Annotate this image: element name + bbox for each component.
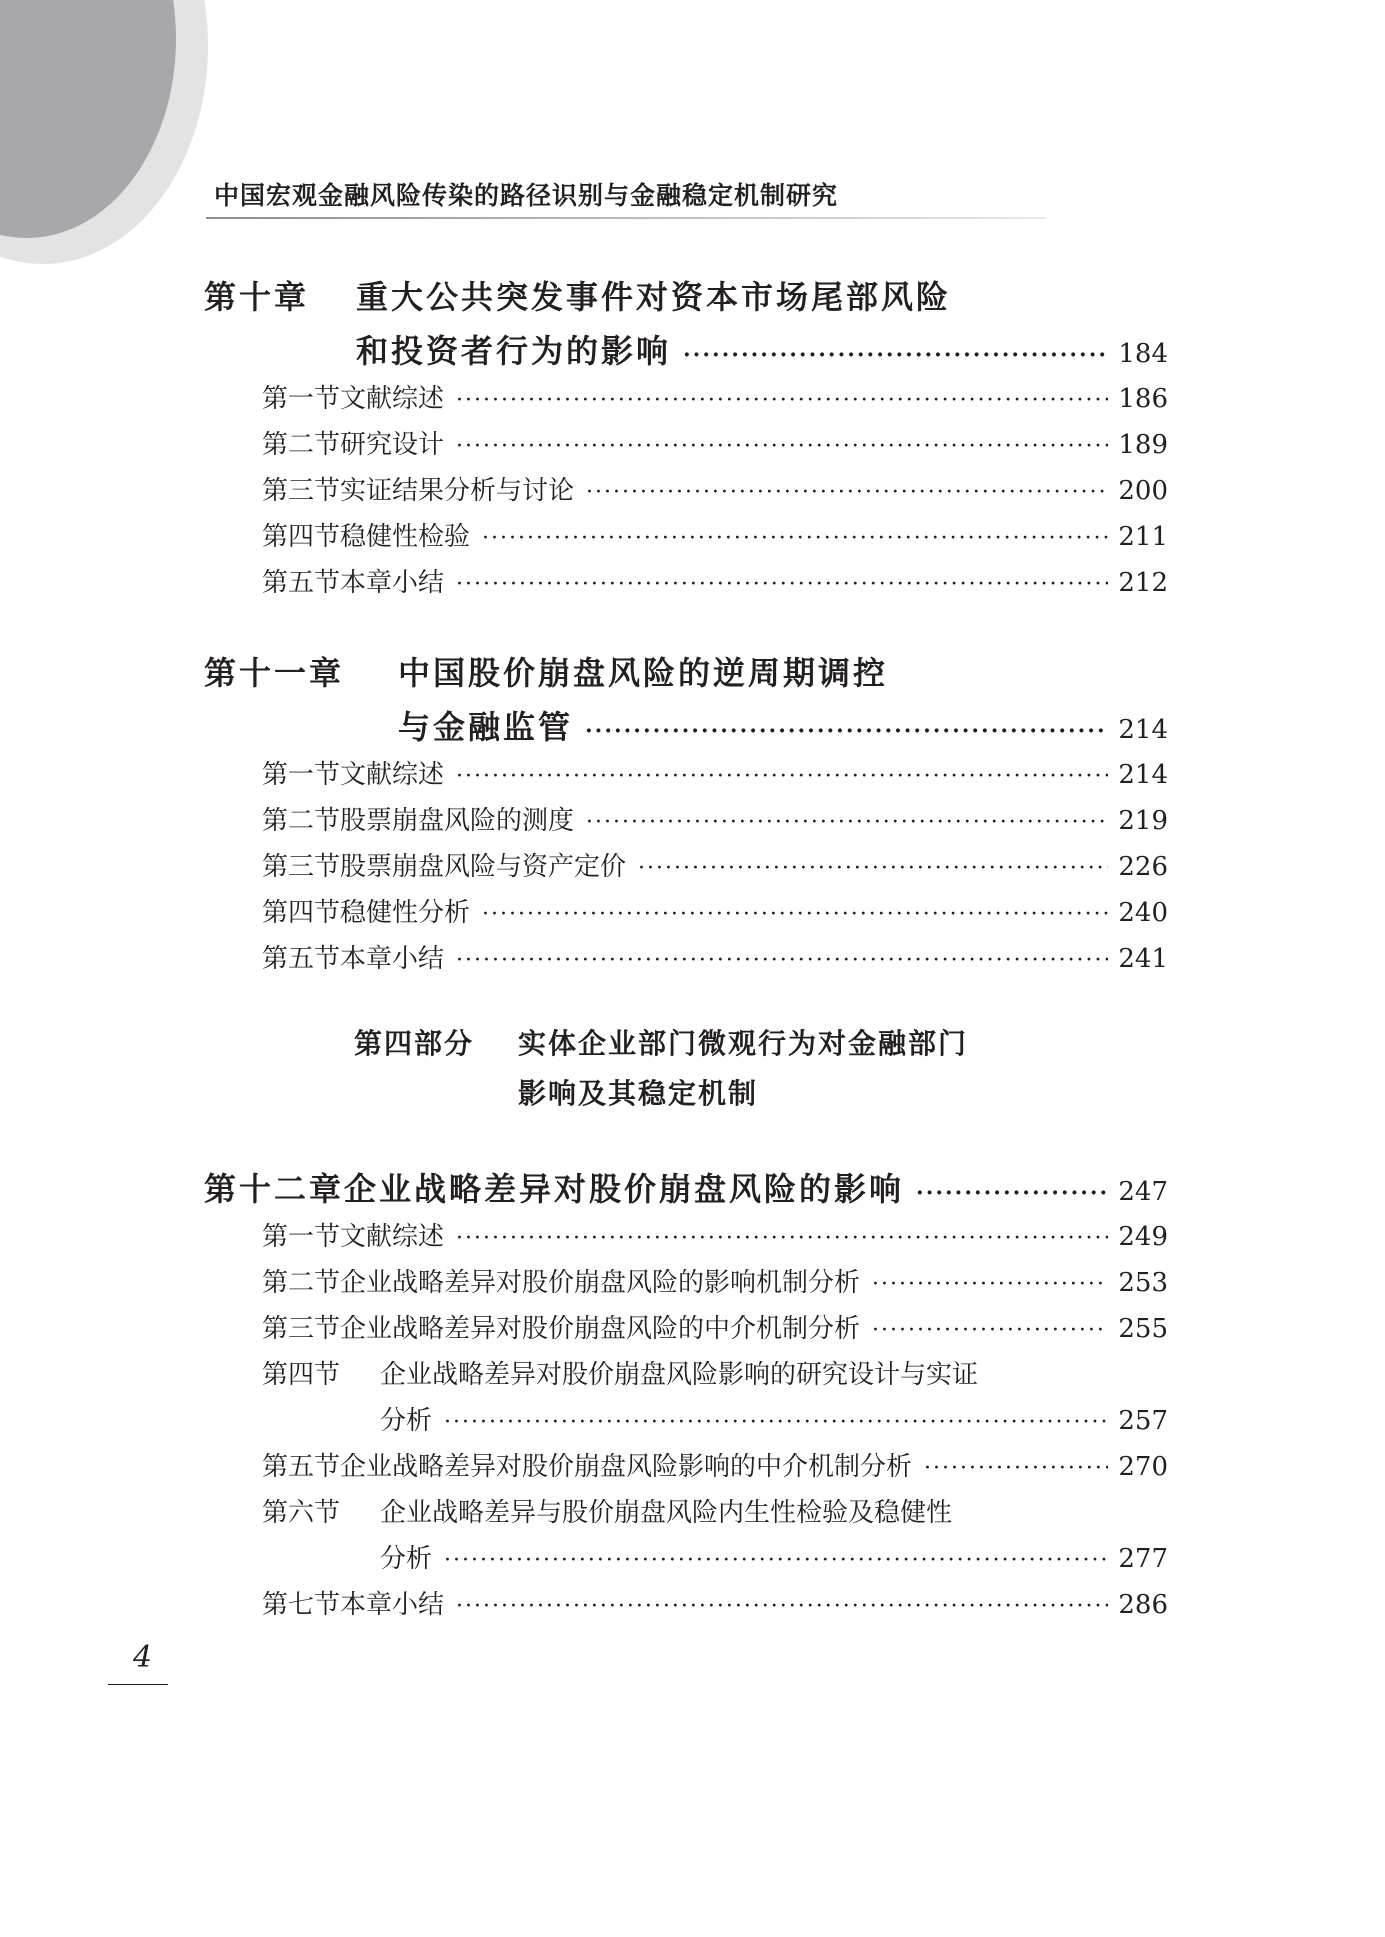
leader-dots [872,1272,1108,1297]
section-number: 第五节 [262,944,341,974]
section-title: 本章小结 [340,944,445,974]
leader-dots [444,1548,1108,1573]
leader-dots [683,342,1108,368]
leader-dots [456,764,1108,789]
toc-entry[interactable] [262,1446,1168,1483]
section-title: 研究设计 [340,430,445,460]
section-number: 第四节 [262,1360,341,1390]
chapter10-label: 第十章 [204,278,310,316]
running-head: 中国宏观金融风险传染的路径识别与金融稳定机制研究 [214,181,839,210]
section-page: 277 [1118,1544,1168,1574]
section-title: 股票崩盘风险的测度 [340,806,575,836]
section-title: 文献综述 [340,760,445,790]
chapter10-page: 184 [1118,339,1168,369]
leader-dots [456,388,1108,413]
toc-entry[interactable] [262,1216,1168,1253]
section-number: 第三节 [262,1314,341,1344]
part4-label: 第四部分 [354,1027,475,1060]
section-number: 第二节 [262,1268,341,1298]
toc-entry[interactable] [262,1262,1168,1299]
leader-dots [456,1594,1108,1619]
section-number: 第一节 [262,384,341,414]
chapter12-heading[interactable] [204,1164,1168,1210]
header-rule [206,217,1046,219]
chapter11-heading[interactable] [204,648,888,694]
leader-dots [586,810,1108,835]
leader-dots [456,948,1108,973]
part4-title-line1: 实体企业部门微观行为对金融部门 [518,1027,969,1060]
chapter11-label: 第十一章 [204,654,345,692]
toc-entry[interactable] [262,424,1168,461]
chapter12-title: 企业战略差异对股价崩盘风险的影响 [344,1170,905,1208]
leader-dots [482,902,1108,927]
section-page: 212 [1118,568,1168,598]
section-page: 249 [1118,1222,1168,1252]
section-number: 第五节 [262,1452,341,1482]
toc-entry[interactable] [262,378,1168,415]
section-title: 企业战略差异对股价崩盘风险的中介机制分析 [340,1314,861,1344]
section-page: 226 [1118,852,1168,882]
toc-entry[interactable] [262,938,1168,975]
chapter10-heading[interactable] [204,272,951,318]
section-title: 文献综述 [340,384,445,414]
section-number: 第一节 [262,760,341,790]
chapter10-title-line2: 和投资者行为的影响 [356,332,672,370]
section-number: 第三节 [262,852,341,882]
leader-dots [444,1410,1108,1435]
toc-entry[interactable] [262,516,1168,553]
section-page: 214 [1118,760,1168,790]
section-number: 第四节 [262,898,341,928]
chapter10-heading-cont[interactable] [356,326,1168,372]
page-number-rule [108,1684,168,1685]
toc-entry[interactable] [262,562,1168,599]
section-title-cont: 分析 [380,1544,433,1574]
section-title: 本章小结 [340,568,445,598]
section-number: 第一节 [262,1222,341,1252]
section-page: 257 [1118,1406,1168,1436]
leader-dots [872,1318,1108,1343]
section-page: 255 [1118,1314,1168,1344]
leader-dots [456,434,1108,459]
toc-entry[interactable] [262,846,1168,883]
leader-dots [638,856,1108,881]
toc-entry[interactable] [262,1492,952,1529]
section-title: 实证结果分析与讨论 [340,476,575,506]
section-number: 第六节 [262,1498,341,1528]
chapter11-heading-cont[interactable] [398,702,1168,748]
toc-entry[interactable] [262,892,1168,929]
section-title: 企业战略差异与股价崩盘风险内生性检验及稳健性 [380,1498,953,1528]
section-number: 第七节 [262,1590,341,1620]
part4-title-line2: 影响及其稳定机制 [518,1077,759,1110]
section-title: 文献综述 [340,1222,445,1252]
toc-entry[interactable] [262,800,1168,837]
part4-heading[interactable] [354,1022,968,1062]
chapter12-label: 第十二章 [204,1170,345,1208]
section-title: 本章小结 [340,1590,445,1620]
leader-dots [456,1226,1108,1251]
toc-entry[interactable] [262,1308,1168,1345]
section-page: 270 [1118,1452,1168,1482]
section-number: 第五节 [262,568,341,598]
chapter11-page: 214 [1118,715,1168,745]
section-page: 211 [1118,522,1168,552]
toc-entry[interactable] [262,470,1168,507]
section-number: 第四节 [262,522,341,552]
section-title: 企业战略差异对股价崩盘风险的影响机制分析 [340,1268,861,1298]
section-title: 股票崩盘风险与资产定价 [340,852,627,882]
section-page: 241 [1118,944,1168,974]
toc-entry[interactable] [262,754,1168,791]
toc-entry[interactable] [262,1354,978,1391]
section-title: 企业战略差异对股价崩盘风险影响的研究设计与实证 [380,1360,979,1390]
section-number: 第二节 [262,430,341,460]
section-title: 稳健性检验 [340,522,471,552]
chapter11-title-line2: 与金融监管 [398,708,574,746]
leader-dots [585,718,1108,744]
section-number: 第三节 [262,476,341,506]
chapter10-title-line1: 重大公共突发事件对资本市场尾部风险 [356,278,952,316]
section-page: 253 [1118,1268,1168,1298]
chapter12-page: 247 [1118,1177,1168,1207]
section-title: 稳健性分析 [340,898,471,928]
section-page: 219 [1118,806,1168,836]
leader-dots [482,526,1108,551]
section-number: 第二节 [262,806,341,836]
toc-entry-cont[interactable] [380,1538,1168,1575]
leader-dots [586,480,1108,505]
section-page: 286 [1118,1590,1168,1620]
section-page: 189 [1118,430,1168,460]
section-page: 186 [1118,384,1168,414]
section-title-cont: 分析 [380,1406,433,1436]
leader-dots [916,1180,1108,1206]
section-page: 200 [1118,476,1168,506]
toc-entry[interactable] [262,1584,1168,1621]
toc-entry-cont[interactable] [380,1400,1168,1437]
leader-dots [924,1456,1108,1481]
chapter11-title-line1: 中国股价崩盘风险的逆周期调控 [398,654,889,692]
section-title: 企业战略差异对股价崩盘风险影响的中介机制分析 [340,1452,913,1482]
section-page: 240 [1118,898,1168,928]
page-number: 4 [133,1640,153,1675]
leader-dots [456,572,1108,597]
